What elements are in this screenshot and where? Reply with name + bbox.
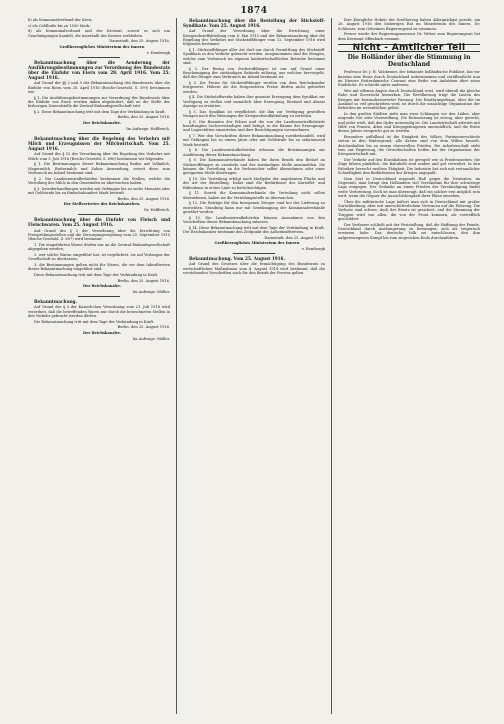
paragraph: § 4. Die Stickstoffwerke haben ihre gesamte Erzeugung dem Syndikat zur Verfügung zu stellen und monatlich über Erzeugung, Bestand und Absatz Anzeige zu erstatten. [183,95,325,108]
paragraph: In den großen Städten sieht man zwar Schlangen vor den Läden, aber nirgends Not oder Verzweiflung. Die Rationierung ist streng, aber gerecht, und jeder weiß, daß das Opfer notwendig ist. Die Landwirtschaft arbeitet mit Hilfe von Frauen, Alten und Kriegsgefangenen unermüdlich, und die Ernte dieses Jahres verspricht gut zu werden. [338,112,480,134]
paragraph: Ferner wurde der Regierungsassessor Dr. Weber zum Regierungsrat bei dem Kreisamt Offenbach ernannt. [338,32,480,41]
page-header [22,6,486,18]
section-title: Bekanntmachung. Vom 25. August 1916. [189,256,285,262]
paragraph: Der Verfasser schließt mit der Feststellung, daß die Hoffnung der Feinde, Deutschland durch Aushungerung zu bezwingen, sich als trügerisch erwiesen habe. Das deutsche Volk sei entschlossen, den ihm aufgezwungenen Kampf bis zum siegreichen Ende durchzuführen. [338,222,480,240]
nonofficial-section-heading: Nicht - Amtlicher Teil [338,44,480,52]
article-title: Die Holländer über die Stimmung in Deutschland [347,54,471,69]
divider [78,214,121,215]
divider [233,253,276,254]
section-title: Bekanntmachung. [34,299,78,305]
paragraph: Über die militärische Lage äußert man sich in Deutschland mit großer Zurückhaltung, aber mit unerschütterlichem Vertrauen auf die Führung. Die Verluste sind schwer, doch der Ersatz ist gesichert, und die Stimmung der Truppen wird von allen, die von der Front kommen, als vortrefflich geschildert. [338,199,480,222]
paragraph: § 1. Stickstoffdünger aller Art darf nur durch Vermittlung des Stickstoff-Syndikats in den Verkehr gebracht werden. Ausgenommen sind die Mengen, welche zum Verbrauch im eigenen landwirtschaftlichen Betriebe bestimmt sind. [183,47,325,65]
signature-org: Großherzogliches Ministerium des Innern [59,44,145,49]
signature-org: Der Reichskanzler. [83,121,121,126]
paragraph: Professor Dr. J. H. Valckenier, der bekannte holländische Publizist, hat vor kurzem eine Reise durch Deutschland unternommen und veröffentlicht nun im Nieuwe Rotterdamsche Courant eine Reihe von Aufsätzen über seine Eindrücke. Er schreibt unter anderem: [338,70,480,88]
section-title: Bekanntmachung über die Einfuhr von Fleisch und Fleischwaren. Vom 25. August 1916. [28,217,170,228]
paragraph: Auf Grund des § 2 der Verordnung über die Errichtung von Preisprüfungsstellen und die Versorgungsregelung vom 25. September 1915 (Reichs-Gesetzbl. S. 607) wird bestimmt: [28,228,170,242]
divider [78,57,121,58]
paragraph: Ihre Königliche Hoheit der Großherzog haben Allergnädigst geruht, am 26. August 1916 den bisherigen Rat im Ministerium des Innern, Dr. Schlosser, zum Geheimen Regierungsrat zu ernennen. [338,18,480,31]
signature-org: Der Reichskanzler. [83,331,121,336]
signature-name: v. Hombergk [301,246,325,251]
paragraph: Auf Grund der §§ 2 und 5 der Bekanntmachung des Bundesrats über die Einfuhr von Eiern vom 28. April 1916 (Reichs-Gesetzbl. S. 399) bestimmen wir: [28,81,170,94]
paragraph: Diese Bekanntmachung tritt mit dem Tage der Verkündung in Kraft. [34,272,159,277]
paragraph: Der Verkehr auf den Eisenbahnen ist geregelt wie in Friedenszeiten; die Züge fahren pünktlich, die Bahnhöfe sind sauber und gut verwaltet. In den Fabriken herrscht rastlose Tätigkeit. Die Industrie hat sich mit erstaunlicher Schnelligkeit den Bedürfnissen des Krieges angepaßt. [338,158,480,176]
paragraph: Auf Grund des § 3 der Kaiserlichen Verordnung vom 21. Juli 1916 wird verordnet, daß die betreffenden Waren nur durch die bezeichneten Stellen in den Verkehr gebracht werden dürfen. [28,305,170,319]
paragraph: 3. die Bestimmungen gelten nicht für Waren, die vor dem Inkrafttreten dieser Bekanntmachung eingeführt sind. [28,262,170,272]
signature-date: Darmstadt, den 25. August 1916. [264,235,325,240]
paragraph: § 7. Wer den Vorschriften dieser Bekanntmachung zuwiderhandelt, wird mit Gefängnis bis zu einem Jahre oder mit Geldstrafe bis zu zehntausend Mark bestraft. [183,133,325,147]
paragraph: § 9. Die Kommunalverbände haben für ihren Bezirk den Bedarf an Stickstoffdünger zu ermitteln und der zuständigen Stelle anzumelden. Sie können die Verteilung an die Verbraucher selbst übernehmen oder einer geeigneten Stelle übertragen. [183,158,325,176]
paragraph: Auf Grund des § 12 der Verordnung über die Regelung des Verkehrs mit Milch vom 3. Juli 1916 (Reichs-Gesetzbl. S. 696) bestimmen wir folgendes: [28,152,170,161]
section-title: Bekanntmachung über die Bestellung der Stickstoff-Syndikate. Vom 25. August 1916. [183,18,325,28]
paragraph: § 3. Zuwiderhandlungen werden mit Gefängnis bis zu sechs Monaten oder mit Geldstrafe bis zu fünfzehnhundert Mark bestraft. [28,186,170,196]
signature-org: Der Reichskanzler. [83,284,121,289]
paragraph: 2. wer solche Waren eingeführt hat, ist verpflichtet, sie auf Verlangen der Gesellschaft zu überlassen; [28,252,170,262]
paragraph: § 8. Die Landeszentralbehörden erlassen die Bestimmungen zur Ausführung dieser Bekanntmachung. [183,148,325,157]
paragraph: § 11. Soweit die Kommunalverbände die Verteilung nicht selbst übernehmen, haben sie die Verteilungsstelle zu überwachen. [183,191,325,200]
column-right [331,18,486,714]
paragraph: § 2. Der Bezug von Stickstoffdünger ist nur auf Grund einer Bescheinigung der zuständigen Behörde zulässig, aus welcher hervorgeht, daß der Dünger zum Verbrauch im Inland bestimmt ist. [183,66,325,80]
paragraph: 1. Die eingeführten Waren dürfen nur an die Zentral-Einkaufsgesellschaft abgegeben werden; [28,242,170,252]
signature-date: Berlin, den 25. August 1916. [117,196,170,201]
signature-name: Im Auftrage: Müller. [132,289,170,294]
columns [22,18,486,714]
signature-date: Berlin, den 25. August 1916. [117,278,170,283]
signature-org: Großherzogliches Ministerium des Innern [214,241,300,246]
paragraph: Auf Grund des Gesetzes über die Ermächtigung des Bundesrats zu wirtschaftlichen Maßnahmen vom 4. August 1914 wird bestimmt, daß die vorstehenden Vorschriften auch für den Bezirk der Provinz gelten. [183,262,325,276]
column-middle [176,18,331,714]
divider [78,133,121,134]
signature-name: Im Auftrage: Müller. [132,336,170,341]
paragraph: § 2. Diese Bekanntmachung tritt mit dem Tage der Verkündung in Kraft. [34,109,166,114]
section-title: Bekanntmachung über die Aenderung der Ausführungsbestimmungen zur Verordnung des Bundesrats über die Einfuhr von Eiern vom 28. April 1916. Vom 25. August 1916. [28,59,170,80]
paragraph: § 10. Die Verteilung erfolgt nach Maßgabe der angebauten Fläche und der Art der Bestellung. Dabei sind die Bedürfnisse des Kartoffel- und Rübenbaus in erster Linie zu berücksichtigen. [183,176,325,190]
paragraph: c) als Geldbuße bis zu 1500 Mark, [28,23,91,28]
paragraph: d) als Kommunalverband und der Kreisrat, soweit es sich um Genehmigungen handelt, die innerhalb des Kreises verbleiben. [28,29,170,38]
paragraph: § 14. Diese Bekanntmachung tritt mit dem Tage der Verkündung in Kraft. Der Reichskanzler bestimmt den Zeitpunkt des Außerkrafttretens. [183,225,325,234]
paragraph: § 2. Die Landeszentralbehörden bestimmen die Stellen, welche die Verteilung der Milch in den Gemeinden zu überwachen haben. [28,176,170,186]
paragraph: Man hört in Deutschland nirgends Haß gegen die Neutralen; im Gegenteil, man bringt den Holländern viel Verständnis für ihre schwierige Lage entgegen. Der Gedanke an einen Frieden der Verständigung findet weite Verbreitung, doch ist man überzeugt, daß ein solcher erst möglich sein wird, wenn die Gegner die Aussichtslosigkeit ihrer Pläne einsehen. [338,176,480,199]
paragraph: § 1. Die Bestimmungen dieser Bekanntmachung finden auf Vollmilch, Magermilch, Buttermilch und Sahne Anwendung, soweit diese zum Verbrauch im Inland bestimmt sind. [28,162,170,176]
paragraph: Die Bekanntmachung tritt mit dem Tage der Verkündung in Kraft. [34,319,155,324]
paragraph: § 5. Das Syndikat ist verpflichtet, die ihm zur Verfügung gestellten Mengen nach den Weisungen der Kriegsrohstoffabteilung zu verteilen. [183,109,325,118]
divider [78,296,121,297]
paragraph: § 6. Die Beamten der Polizei und die von der Landeszentralbehörde beauftragten Sachverständigen sind befugt, in die Räume der Erzeugungs- und Lagerstätten einzutreten und dort Besichtigungen vorzunehmen. [183,119,325,133]
signature-name: Dr. Helfferich. [144,207,170,212]
paragraph: § 3. Die Preise für Stickstoffdünger werden von dem Reichskanzler festgesetzt. Höhere als die festgesetzten Preise dürfen nicht gefordert werden. [183,80,325,94]
section-title: Bekanntmachung über die Regelung des Verkehrs mit Milch und Erzeugnissen der Milchwirtschaft. Vom 25. August 1916. [28,136,170,152]
paragraph: Auf Grund der Verordnung über die Errichtung einer Kriegsrohstoffabteilung vom 8. Mai 1915 und der Bekanntmachung über die Regelung des Verkehrs mit Stickstoffdünger vom 12. September 1916 wird folgendes bestimmt: [183,29,325,47]
signature-date: Darmstadt, den 25. August 1916. [109,39,170,44]
signature-org: Der Stellvertreter des Reichskanzlers. [63,202,141,207]
signature-date: Berlin, den 25. August 1916. [117,115,170,120]
paragraph: b) als Kommunalverband der Kreis, [28,18,93,22]
signature-name: v. Hombergk [146,50,170,55]
signature-name: Im Auftrage: Helfferich. [126,126,170,131]
signature-date: Berlin, den 25. August 1916. [117,325,170,330]
paragraph: Besonders auffallend ist die Einigkeit des Volkes. Parteiunterschiede treten in den Hintergrund; alle Kreise sind von dem Willen beseelt, durchzuhalten bis zu einem ehrenvollen Frieden. Die Arbeiterschaft steht treu zur Regierung, die Gewerkschaften helfen bei der Organisation der Kriegswirtschaft mit. [338,135,480,157]
paragraph: § 12. Die Beträge für den bezogenen Dünger sind bei der Lieferung zu entrichten. Stundung kann nur mit Genehmigung der Kommunalverbände gewährt werden. [183,201,325,214]
paragraph: § 1. Die Ausführungsbestimmungen zur Verordnung des Bundesrats über die Einfuhr von Eiern werden dahin abgeändert, daß an die Stelle der bisherigen Zentralstelle die Zentral-Einkaufsgesellschaft tritt. [28,95,170,109]
paragraph: § 13. Die Landeszentralbehörden können Ausnahmen von den Vorschriften dieser Bekanntmachung zulassen. [183,215,325,224]
column-left [22,18,176,714]
paragraph: Wer mit offenen Augen durch Deutschland reist, wird überall die gleiche Ruhe und Zuversicht bemerken. Die Bevölkerung trägt die Lasten des Krieges mit bewundernswerter Fassung. Die Ernährungsfrage, über die im Ausland so viel geschrieben wird, ist durch die umsichtige Organisation der Behörden im wesentlichen gelöst. [338,89,480,111]
page-number: 1874 [240,6,268,16]
